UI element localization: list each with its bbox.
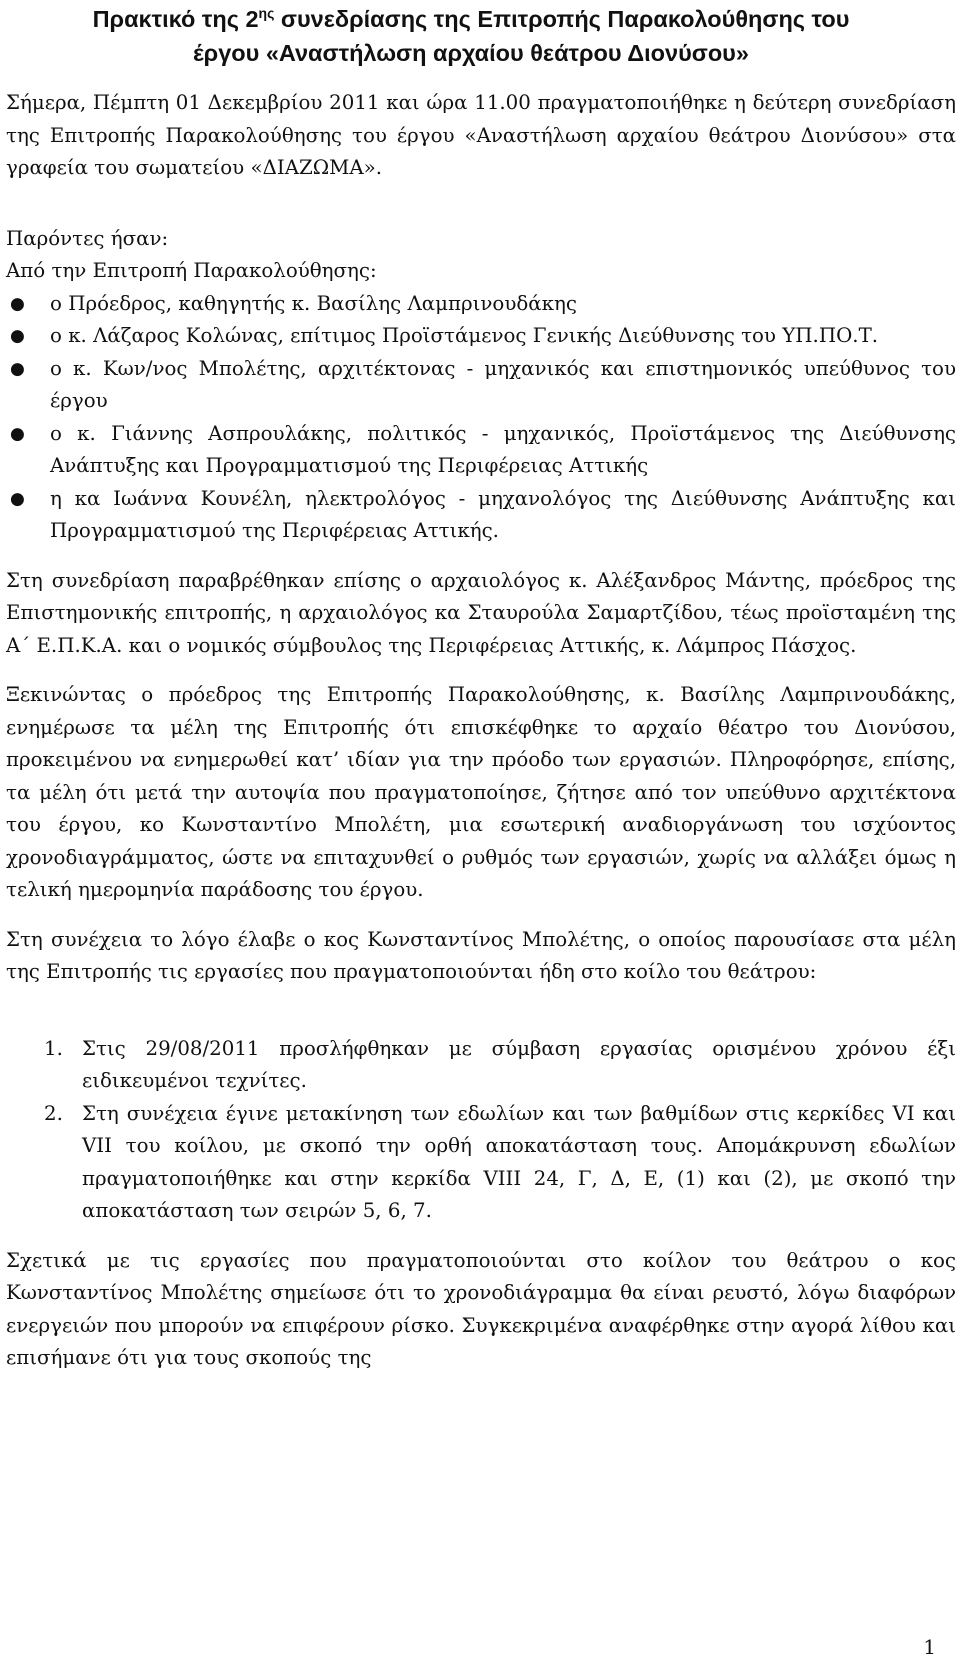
schedule-paragraph: Σχετικά με τις εργασίες που πραγματοποιούνται στο κοίλον του θεάτρου ο κος Κωνσταντίνος Μπολέτης σημείωσε ότι το χρονοδιάγραμμα θα είναι ρευστό, λόγω διαφόρων ενεργειών που μπορούν να επιφέρουν ρίσκο. Συγκεκριμένα αναφέρθηκε στην αγορά λίθου και επισήμανε ότι για τους σκοπούς της [6, 1248, 956, 1369]
title-line1-pre: Πρακτικό της 2 [92, 6, 259, 32]
title-line1-post: συνεδρίασης της Επιτροπής Παρακολούθησης του [274, 6, 850, 32]
works-list [6, 1033, 956, 1228]
list-item [44, 1033, 956, 1098]
bullet-icon: ● [10, 293, 25, 314]
attendees-paragraph: Στη συνεδρίαση παραβρέθηκαν επίσης ο αρχαιολόγος κ. Αλέξανδρος Μάντης, πρόεδρος της Επιστημονικής επιτροπής, η αρχαιολόγος κα Σταυρούλα Σαμαρτζίδου, τέως προϊσταμένη της Α΄ Ε.Π.Κ.Α. και ο νομικός σύμβουλος της Περιφέρειας Αττικής, κ. Λάμπρος Πάσχος. [6, 568, 956, 657]
title-line2: έργου «Αναστήλωση αρχαίου θεάτρου Διονύσου» [193, 40, 749, 66]
page-number: 1 [923, 1635, 936, 1659]
document-page [6, 0, 956, 1375]
present-heading: Παρόντες ήσαν: [6, 226, 169, 250]
list-item [10, 320, 956, 353]
member-text: ο κ. Γιάννης Ασπρουλάκης, πολιτικός - μηχανικός, Προϊστάμενος της Διεύθυνσης Ανάπτυξης και Προγραμματισμού της Περιφέρειας Αττικής [50, 421, 956, 477]
bullet-icon: ● [10, 326, 25, 346]
bullet-icon: ● [10, 488, 25, 509]
member-text: η κα Ιωάννα Κουνέλη, ηλεκτρολόγος - μηχανολόγος της Διεύθυνσης Ανάπτυξης και Προγραμματισμού της Περιφέρειας Αττικής. [50, 486, 956, 542]
works-list-wrapper [6, 1033, 956, 1228]
list-number: 1. [44, 1036, 63, 1060]
work-text: Στις 29/08/2011 προσλήφθηκαν με σύμβαση εργασίας ορισμένου χρόνου έξι ειδικευμένοι τεχνίτες. [82, 1036, 956, 1092]
bullet-icon: ● [10, 358, 25, 379]
member-text: ο Πρόεδρος, καθηγητής κ. Βασίλης Λαμπρινουδάκης [50, 291, 577, 315]
title-superscript: ης [258, 5, 275, 21]
work-text: Στη συνέχεια έγινε μετακίνηση των εδωλίων και των βαθμίδων στις κερκίδες VI και VII του κοίλου, με σκοπό την ορθή αποκατάσταση τους. Απομάκρυνση εδωλίων πραγματοποιήθηκε και στην κερκίδα VIII 24, Γ, Δ, Ε, (1) και (2), με σκοπό την αποκατάσταση των σειρών 5, 6, 7. [82, 1101, 956, 1222]
list-item [10, 483, 956, 548]
list-item [44, 1098, 956, 1228]
member-text: ο κ. Λάζαρος Κολώνας, επίτιμος Προϊστάμενος Γενικής Διεύθυνσης του ΥΠ.ΠΟ.Τ. [50, 324, 879, 347]
list-item [10, 353, 956, 418]
member-text: ο κ. Κων/νος Μπολέτης, αρχιτέκτονας - μηχανικός και επιστημονικός υπεύθυνος του έργου [50, 356, 956, 412]
list-number: 2. [44, 1101, 63, 1125]
boletis-paragraph: Στη συνέχεια το λόγο έλαβε ο κος Κωνσταντίνος Μπολέτης, ο οποίος παρουσίασε στα μέλη της Επιτροπής τις εργασίες που πραγματοποιούνται ήδη στο κοίλο του θεάτρου: [6, 927, 956, 983]
members-list [6, 288, 956, 548]
intro-paragraph: Σήμερα, Πέμπτη 01 Δεκεμβρίου 2011 και ώρα 11.00 πραγματοποιήθηκε η δεύτερη συνεδρίαση της Επιτροπής Παρακολούθησης του έργου «Αναστήλωση αρχαίου θεάτρου Διονύσου» στα γραφεία του σωματείου «ΔΙΑΖΩΜΑ». [6, 91, 956, 179]
list-item [10, 288, 956, 321]
committee-heading: Από την Επιτροπή Παρακολούθησης: [6, 259, 377, 282]
bullet-icon: ● [10, 423, 25, 444]
list-item [10, 418, 956, 483]
document-title [6, 2, 956, 70]
president-paragraph: Ξεκινώντας ο πρόεδρος της Επιτροπής Παρακολούθησης, κ. Βασίλης Λαμπρινουδάκης, ενημέρωσε τα μέλη της Επιτροπής ότι επισκέφθηκε το αρχαίο θέατρο του Διονύσου, προκειμένου να ενημερωθεί κατ’ ιδίαν για την πρόοδο των εργασιών. Πληροφόρησε, επίσης, τα μέλη ότι μετά την αυτοψία που πραγματοποίησε, ζήτησε από τον υπεύθυνο αρχιτέκτονα του έργου, κο Κωνσταντίνο Μπολέτη, μια εσωτερική αναδιοργάνωση του ισχύοντος χρονοδιαγράμματος, ώστε να επιταχυνθεί ο ρυθμός των εργασιών, χωρίς να αλλάξει όμως η τελική ημερομηνία παράδοσης του έργου. [6, 683, 956, 901]
